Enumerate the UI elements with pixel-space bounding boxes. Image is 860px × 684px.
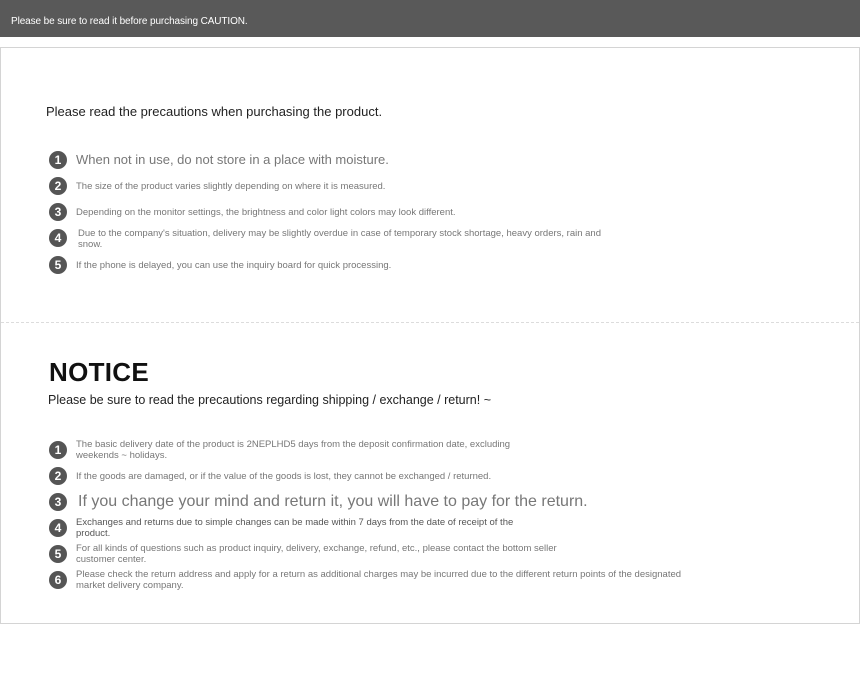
number-badge: 3 xyxy=(49,203,67,221)
number-badge: 2 xyxy=(49,177,67,195)
number-badge: 5 xyxy=(49,256,67,274)
notice-title: NOTICE xyxy=(49,357,150,387)
precaution-text: The size of the product varies slightly depending on where it is measured. xyxy=(76,181,386,192)
section-divider xyxy=(1,322,859,323)
number-badge: 5 xyxy=(49,545,67,563)
number-badge: 4 xyxy=(49,519,67,537)
caution-top-bar xyxy=(0,0,860,37)
precaution-text: When not in use, do not store in a place with moisture. xyxy=(76,152,389,167)
precautions-heading: Please read the precautions when purchasing the product. xyxy=(46,104,383,119)
number-badge: 2 xyxy=(49,467,67,485)
number-badge: 4 xyxy=(49,229,67,247)
number-badge: 3 xyxy=(49,493,67,511)
caution-text: Please be sure to read it before purchasing CAUTION. xyxy=(11,16,248,27)
notice-subtitle: Please be sure to read the precautions regarding shipping / exchange / return! ~ xyxy=(48,393,491,407)
number-badge: 6 xyxy=(49,571,67,589)
notice-text: If you change your mind and return it, you will have to pay for the return. xyxy=(78,493,588,510)
notice-text: For all kinds of questions such as product inquiry, delivery, exchange, refund, etc., please contact the bottom seller customer center. xyxy=(76,543,557,565)
notice-text: Exchanges and returns due to simple changes can be made within 7 days from the date of receipt of the product. xyxy=(76,517,514,539)
number-badge: 1 xyxy=(49,441,67,459)
notice-text: If the goods are damaged, or if the value of the goods is lost, they cannot be exchanged / returned. xyxy=(76,471,492,482)
precaution-text: Depending on the monitor settings, the brightness and color light colors may look different. xyxy=(76,207,456,218)
notice-text: The basic delivery date of the product is 2NEPLHD5 days from the deposit confirmation date, excluding weekends ~ holidays. xyxy=(76,439,511,461)
number-badge: 1 xyxy=(49,151,67,169)
precaution-text: If the phone is delayed, you can use the inquiry board for quick processing. xyxy=(76,260,392,271)
precaution-text: Due to the company's situation, delivery may be slightly overdue in case of temporary stock shortage, heavy orders, rain and snow. xyxy=(78,228,601,250)
notice-text: Please check the return address and apply for a return as additional charges may be incurred due to the different return points of the designated market delivery company. xyxy=(76,569,682,591)
